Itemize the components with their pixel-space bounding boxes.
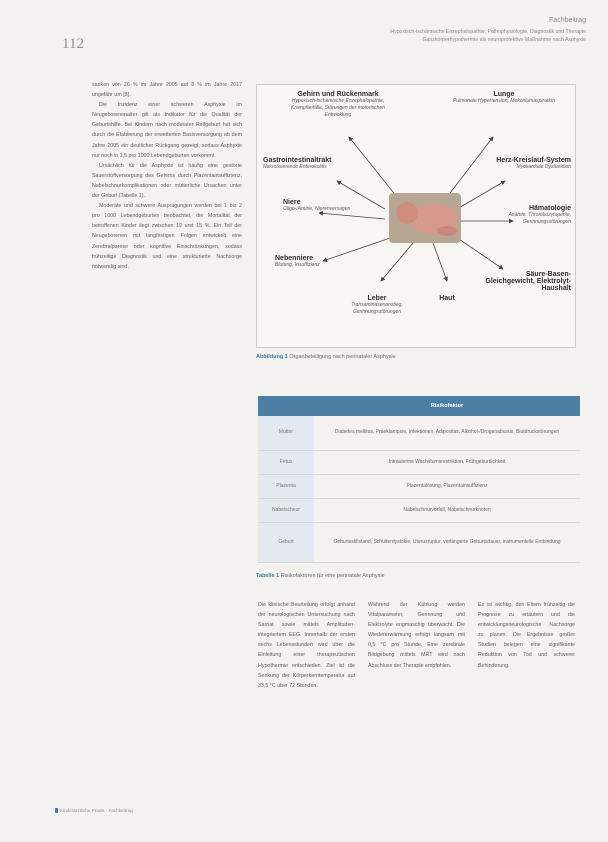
footer-text: Kinderärztliche Praxis · Fachbeitrag xyxy=(60,808,133,813)
running-head-subtitle: Ganzkörperhypothermie als neuroprotektive Maßnahme nach Asphyxie xyxy=(422,37,586,43)
row-value: Geburtsstillstand, Schulterdystokie, Uterusruptur, verlängerte Geburtsdauer, instrumentelle Entbindung xyxy=(314,522,580,562)
table-row xyxy=(258,474,580,498)
text-column-right-2: Es ist wichtig, den Eltern frühzeitig die Prognose zu erläutern und die entwicklungsneurologische Nachsorge zu planen. Die Ergebnisse großer Studien belegen eine signifikante Reduktion von Tod und schwerer Behinderung. xyxy=(478,602,575,669)
text-column-right-1: Während der Kühlung werden Vitalparameter, Gerinnung und Elektrolyte engmaschig überwacht. Die Wiedererwärmung erfolgt langsam mit 0,5 °C pro Stunde. Eine zerebrale Bildgebung mittels MRT wird nach Abschluss der Therapie empfohlen. xyxy=(368,602,465,669)
organ-skin: Haut xyxy=(439,295,455,302)
row-label: Mutter xyxy=(258,416,314,450)
running-head-title: Hypoxisch-ischämische Enzephalopathie: Pathophysiologie, Diagnostik und Therapie xyxy=(390,29,586,35)
table-row xyxy=(258,498,580,522)
arrow xyxy=(433,243,447,281)
left-text-column xyxy=(92,80,242,795)
paragraph: Ursächlich für die Asphyxie ist häufig eine gestörte Sauerstoffversorgung des Gehirns durch Plazentainsuffizienz, Nabelschnurkomplikationen oder mütterliche Ursachen unter der Geburt (Tabelle 1). xyxy=(92,162,242,200)
row-value: Nabelschnurvorfall, Nabelschnurknoten xyxy=(314,498,580,522)
table-header: Risikofaktor xyxy=(314,396,580,416)
paragraph: sanken von 26 % im Jahre 2005 auf 8 % im Jahre 2017 ungefähr um [8]. xyxy=(92,82,242,99)
newborn-photo xyxy=(389,193,461,243)
organ-involvement-figure xyxy=(256,84,576,348)
paragraph: Moderate und schwere Ausprägungen werden bei 1 bis 2 pro 1000 Lebendgeburten beobachtet, die Mortalität der betroffenen Kinder liegt zwischen 10 und 15 %. Ein Teil der Neugeborenen mit langfristigen Folgen entwickelt eine Zerebralparese oder kognitive Einschränkungen, sodass frühzeitige Diagnostik und eine strukturierte Nachsorge notwendig sind. xyxy=(92,203,242,270)
running-head-section: Fachbeitrag xyxy=(549,17,586,24)
row-label: Nabelschnur xyxy=(258,498,314,522)
page-number: 112 xyxy=(62,36,84,52)
organ-liver: Leber Transaminasenanstieg, Gerinnungsstörungen xyxy=(351,295,403,315)
organ-hematology: Hämatologie Anämie, Thrombozytopenie, Gerinnungsstörungen xyxy=(508,205,571,225)
arrow xyxy=(381,243,413,281)
risk-factor-table xyxy=(258,396,580,563)
organ-kidney: Niere Oligo-/Anurie, Nierenversagen xyxy=(283,199,351,212)
table-row xyxy=(258,416,580,450)
row-value: Diabetes mellitus, Präeklampsie, Infektionen, Adipositas, Alkohol-/Drogenabusus, Blutdruckstörungen xyxy=(314,416,580,450)
arrow xyxy=(319,213,385,219)
table-caption: Tabelle 1 Risikofaktoren für eine perinatale Asphyxie xyxy=(256,573,385,579)
organ-gastrointestinal: Gastrointestinaltrakt Nekrotisierende Enterokolitis xyxy=(263,157,332,170)
arrow xyxy=(457,181,505,209)
organ-brain: Gehirn und Rückenmark Hypoxisch-ischämische Enzephalopathie, Krampfanfälle, Störungen der motorischen Entwicklung xyxy=(291,91,385,118)
organ-acid-base: Säure-Basen-Gleichgewicht, Elektrolyt-Haushalt xyxy=(485,271,571,292)
figure-caption: Abbildung 1 Organbeteiligung nach perinataler Asphyxie xyxy=(256,354,396,360)
row-label: Plazenta xyxy=(258,474,314,498)
row-value: Plazentalösung, Plazentainsuffizienz xyxy=(314,474,580,498)
organ-lung: Lunge Pulmonale Hypertension, Mekoniumaspiration xyxy=(453,91,555,104)
text-column-middle: Die klinische Beurteilung erfolgt anhand der neurologischen Untersuchung nach Sarnat sowie mittels Amplituden-integriertem EEG. Innerhalb der ersten sechs Lebensstunden wird über die Einleitung einer therapeutischen Hypothermie entschieden. Ziel ist die Senkung der Körperkerntemperatur auf 33,5 °C über 72 Stunden. xyxy=(258,602,355,689)
organ-adrenal: Nebenniere Blutung, Insuffizienz xyxy=(275,255,320,268)
table-row xyxy=(258,522,580,562)
paragraph: Die Inzidenz einer schweren Asphyxie im Neugeborenenalter gilt als Indikator für die Qualität der Geburtshilfe. Bei Kindern nach moderater Reifgeburt hat sich durch die Etablierung der erweiterten Basisversorgung ab dem Jahre 2005 ein deutlicher Rückgang gezeigt, sodass Asphyxie nur noch in 1,5 pro 1000 Lebendgeburten vorkommt. xyxy=(92,102,242,159)
row-label: Geburt xyxy=(258,522,314,562)
table-header-empty xyxy=(258,396,314,416)
organ-cardiovascular: Herz-Kreislauf-System Myokardiale Dysfunktion xyxy=(496,157,571,170)
footer-marker xyxy=(55,808,58,813)
row-label: Fetus xyxy=(258,450,314,474)
row-value: Intrauterine Wachstumsrestriktion, Frühgeburtlichkeit xyxy=(314,450,580,474)
table-row xyxy=(258,450,580,474)
